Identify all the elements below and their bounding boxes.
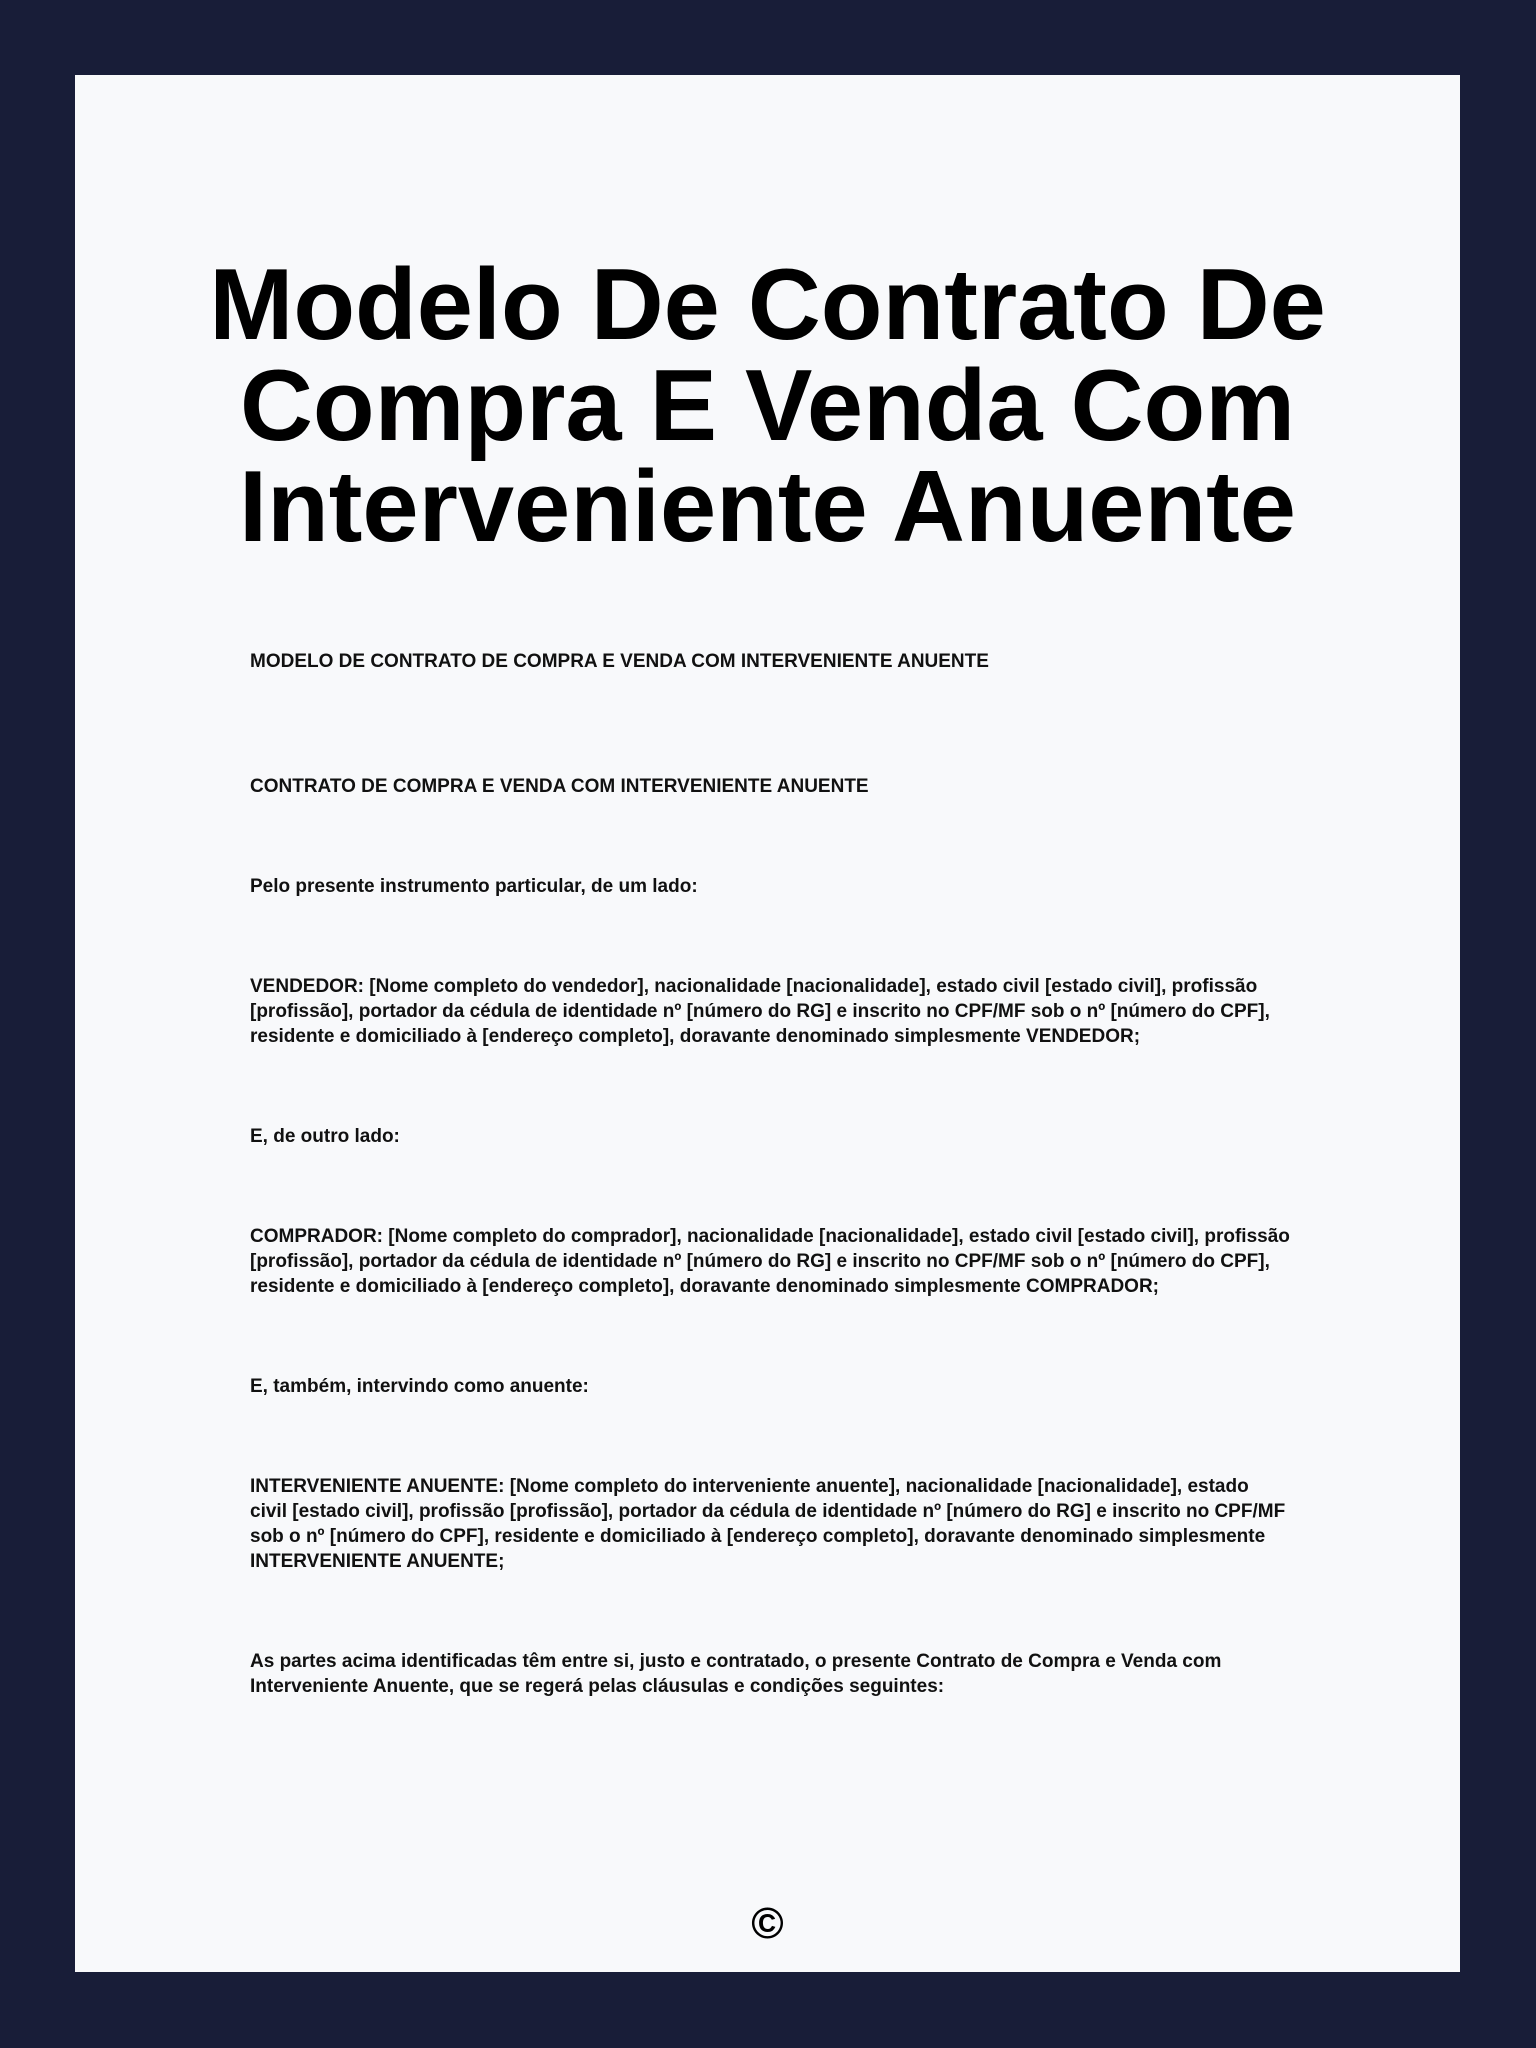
- other-side-paragraph: E, de outro lado:: [250, 1126, 400, 1147]
- document-title: Modelo De Contrato De Compra E Venda Com Interveniente Anuente: [209, 249, 1326, 563]
- document-page: [75, 75, 1460, 1972]
- also-paragraph: E, também, intervindo como anuente:: [250, 1376, 589, 1397]
- subtitle-model: MODELO DE CONTRATO DE COMPRA E VENDA COM INTERVENIENTE ANUENTE: [250, 651, 989, 672]
- parties-paragraph: As partes acima identificadas têm entre si, justo e contratado, o presente Contrato de Compra e Venda com Interveniente Anuente, que se regerá pelas cláusulas e condições seguintes:: [250, 1651, 1222, 1697]
- buyer-paragraph: COMPRADOR: [Nome completo do comprador], nacionalidade [nacionalidade], estado civil [estado civil], profissão [profissão], portador da cédula de identidade nº [número do RG] e inscrito no CPF/MF sob o nº [número do CPF], residente e domiciliado à [endereço completo], doravante denominado simplesmente COMPRADOR;: [250, 1226, 1290, 1297]
- seller-paragraph: VENDEDOR: [Nome completo do vendedor], nacionalidade [nacionalidade], estado civil [estado civil], profissão [profissão], portador da cédula de identidade nº [número do RG] e inscrito no CPF/MF sob o nº [número do CPF], residente e domiciliado à [endereço completo], doravante denominado simplesmente VENDEDOR;: [250, 976, 1270, 1047]
- document-body: [250, 649, 1290, 1699]
- copyright-icon: ©: [751, 1899, 784, 1948]
- intervenor-paragraph: INTERVENIENTE ANUENTE: [Nome completo do interveniente anuente], nacionalidade [nacionalidade], estado civil [estado civil], profissão [profissão], portador da cédula de identidade nº [número do RG] e inscrito no CPF/MF sob o nº [número do CPF], residente e domiciliado à [endereço completo], doravante denominado simplesmente INTERVENIENTE ANUENTE;: [250, 1476, 1286, 1572]
- subtitle-contract: CONTRATO DE COMPRA E VENDA COM INTERVENIENTE ANUENTE: [250, 776, 869, 797]
- intro-paragraph: Pelo presente instrumento particular, de um lado:: [250, 876, 698, 897]
